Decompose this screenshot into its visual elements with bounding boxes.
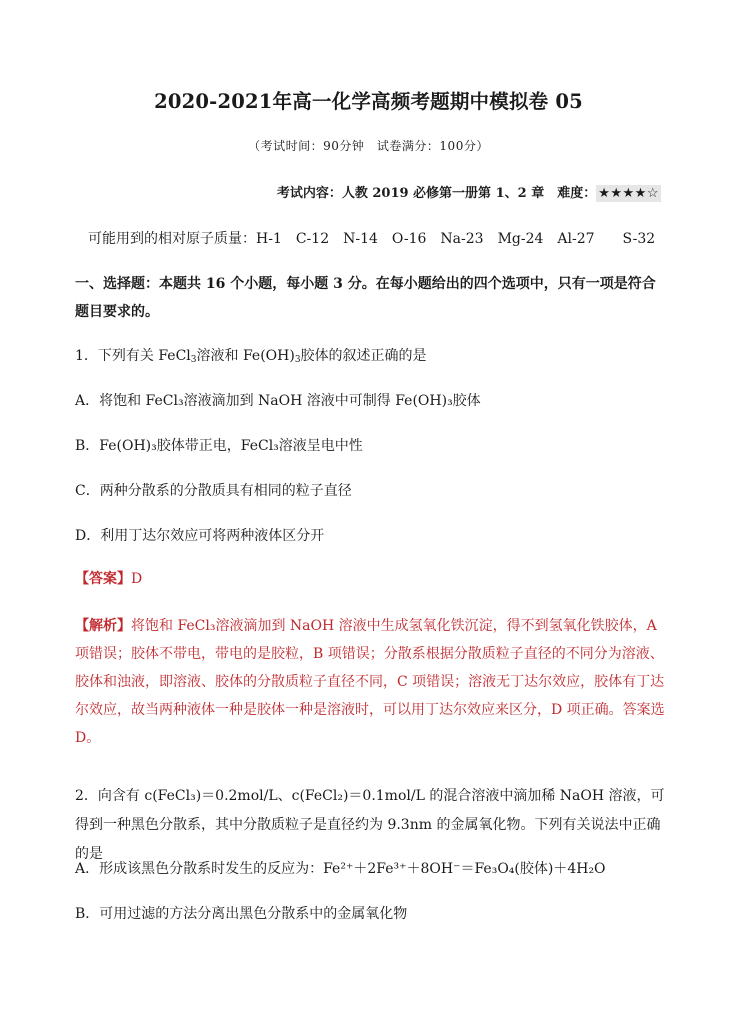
question-1-answer — [75, 570, 142, 588]
answer-value: D — [131, 571, 143, 587]
exam-meta — [277, 182, 661, 201]
question-1-option-a: A．将饱和 FeCl₃溶液滴加到 NaOH 溶液中可制得 Fe(OH)₃胶体 — [75, 393, 481, 409]
exam-content: 考试内容：人教 2019 必修第一册第 1、2 章 难度： — [276, 186, 597, 201]
question-2-option-b: B．可用过滤的方法分离出黑色分散系中的金属氧化物 — [75, 906, 408, 922]
page-title: 2020-2021年高一化学高频考题期中模拟卷 05 — [154, 90, 583, 113]
q1-stem-sub2: 3 — [294, 355, 301, 365]
explain-text: 将饱和 FeCl₃溶液滴加到 NaOH 溶液中生成氢氧化铁沉淀，得不到氢氧化铁胶体，A 项错误；胶体不带电，带电的是胶粒，B 项错误；分散系根据分散质粒子直径的不同分为溶液、胶体和浊液，即溶液、胶体的分散质粒子直径不同，C 项错误；溶液无丁达尔效应，胶体有丁达尔效应，故当两种液体一种是胶体一种是溶液时，可以用丁达尔效应来区分，D 项正确。答案选 D。 — [75, 618, 665, 746]
section-heading: 一、选择题：本题共 16 个小题，每小题 3 分。在每小题给出的四个选项中，只有一项是符合题目要求的。 — [75, 276, 656, 320]
q1-stem-sub: 3 — [190, 355, 197, 365]
answer-tag: 【答案】 — [75, 571, 131, 587]
difficulty-stars: ★★★★☆ — [598, 186, 659, 201]
question-1-option-b: B．Fe(OH)₃胶体带正电，FeCl₃溶液呈电中性 — [75, 438, 363, 454]
question-1-explanation — [75, 612, 665, 752]
question-1-option-d: D．利用丁达尔效应可将两种液体区分开 — [75, 528, 325, 544]
question-1-option-c: C．两种分散系的分散质具有相同的粒子直径 — [75, 483, 352, 499]
question-2-option-a: A．形成该黑色分散系时发生的反应为：Fe²⁺＋2Fe³⁺＋8OH⁻＝Fe₃O₄(胶体)＋4H₂O — [75, 861, 606, 877]
atomic-masses: 可能用到的相对原子质量：H-1 C-12 N-14 O-16 Na-23 Mg-24 Al-27 S-32 — [88, 231, 656, 247]
q1-stem-post: 胶体的叙述正确的是 — [300, 348, 427, 364]
question-2-stem: 2．向含有 c(FeCl₃)＝0.2mol/L、c(FeCl₂)＝0.1mol/L 的混合溶液中滴加稀 NaOH 溶液，可得到一种黑色分散系，其中分散质粒子是直径约为 9.3nm 的金属氧化物。下列有关说法中正确的是 — [75, 788, 665, 862]
q1-stem-pre: 1．下列有关 FeCl — [75, 348, 191, 364]
question-1-stem — [75, 347, 427, 365]
q1-stem-mid: 溶液和 Fe(OH) — [196, 348, 295, 364]
explain-tag: 【解析】 — [75, 618, 131, 634]
exam-time-info: （考试时间：90分钟 试卷满分：100分） — [248, 139, 489, 153]
